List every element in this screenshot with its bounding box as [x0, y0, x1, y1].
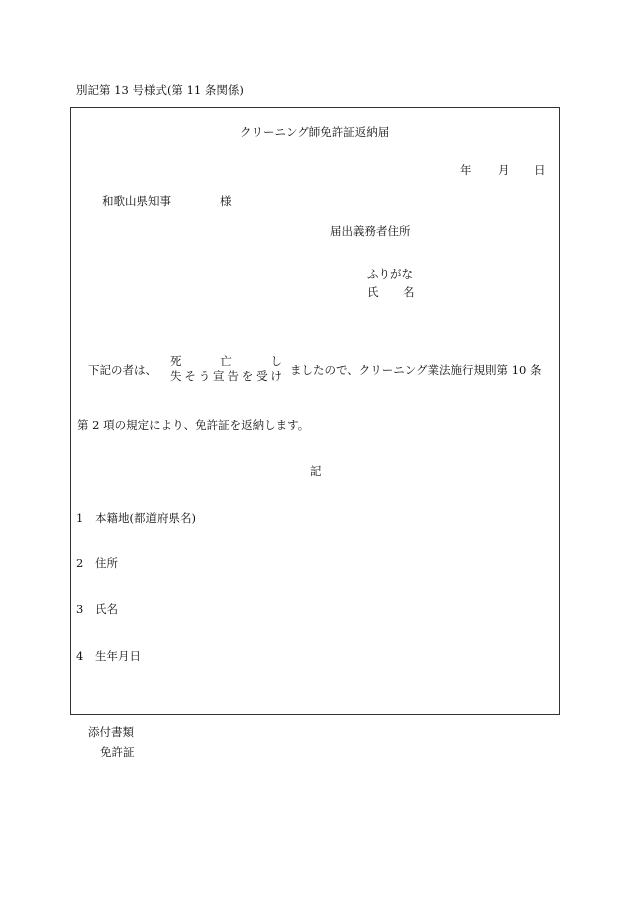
item-label: 本籍地(都道府県名)	[95, 511, 196, 525]
reason-missing-char: 受	[256, 369, 268, 383]
body-prefix: 下記の者は、	[88, 363, 157, 377]
form-title: クリーニング師免許証返納届	[240, 125, 390, 139]
item-label: 生年月日	[95, 649, 141, 663]
reason-missing-declaration	[170, 370, 282, 384]
form-number: 別記第 13 号様式(第 11 条関係)	[76, 83, 244, 97]
reason-death-char: し	[270, 354, 282, 368]
body-suffix: ましたので、クリーニング業法施行規則第 10 条	[290, 363, 542, 377]
filer-address-label: 届出義務者住所	[330, 224, 411, 238]
item-number: 4	[76, 649, 84, 663]
item-label: 住所	[95, 556, 118, 570]
filer-name-char-2: 名	[403, 285, 415, 299]
reason-missing-char: け	[270, 369, 282, 383]
reason-missing-char: 告	[227, 369, 239, 383]
item-number: 1	[76, 511, 84, 525]
filer-name-char-1: 氏	[367, 285, 379, 299]
reason-missing-char: 宣	[213, 369, 225, 383]
date-year: 年	[460, 163, 472, 177]
addressee-name: 和歌山県知事	[102, 194, 171, 208]
reason-death-char: 死	[170, 354, 182, 368]
addressee-honorific: 様	[220, 194, 232, 208]
reason-missing-char: を	[241, 369, 254, 383]
body-line-2: 第 2 項の規定により、免許証を返納します。	[77, 418, 310, 432]
date-day: 日	[534, 163, 546, 177]
reason-missing-char: そ	[184, 369, 196, 383]
filer-furigana-label: ふりがな	[367, 267, 413, 281]
item-label: 氏名	[95, 602, 118, 616]
attachments-heading: 添付書類	[88, 725, 134, 739]
reason-missing-char: 失	[170, 369, 182, 383]
item-number: 2	[76, 556, 84, 570]
reason-options	[170, 355, 282, 385]
attachments-item: 免許証	[100, 745, 135, 759]
ki-heading: 記	[310, 464, 322, 478]
reason-missing-char: う	[198, 369, 211, 383]
item-number: 3	[76, 602, 84, 616]
reason-death	[170, 355, 282, 369]
date-month: 月	[498, 163, 510, 177]
reason-death-char: 亡	[220, 354, 232, 368]
